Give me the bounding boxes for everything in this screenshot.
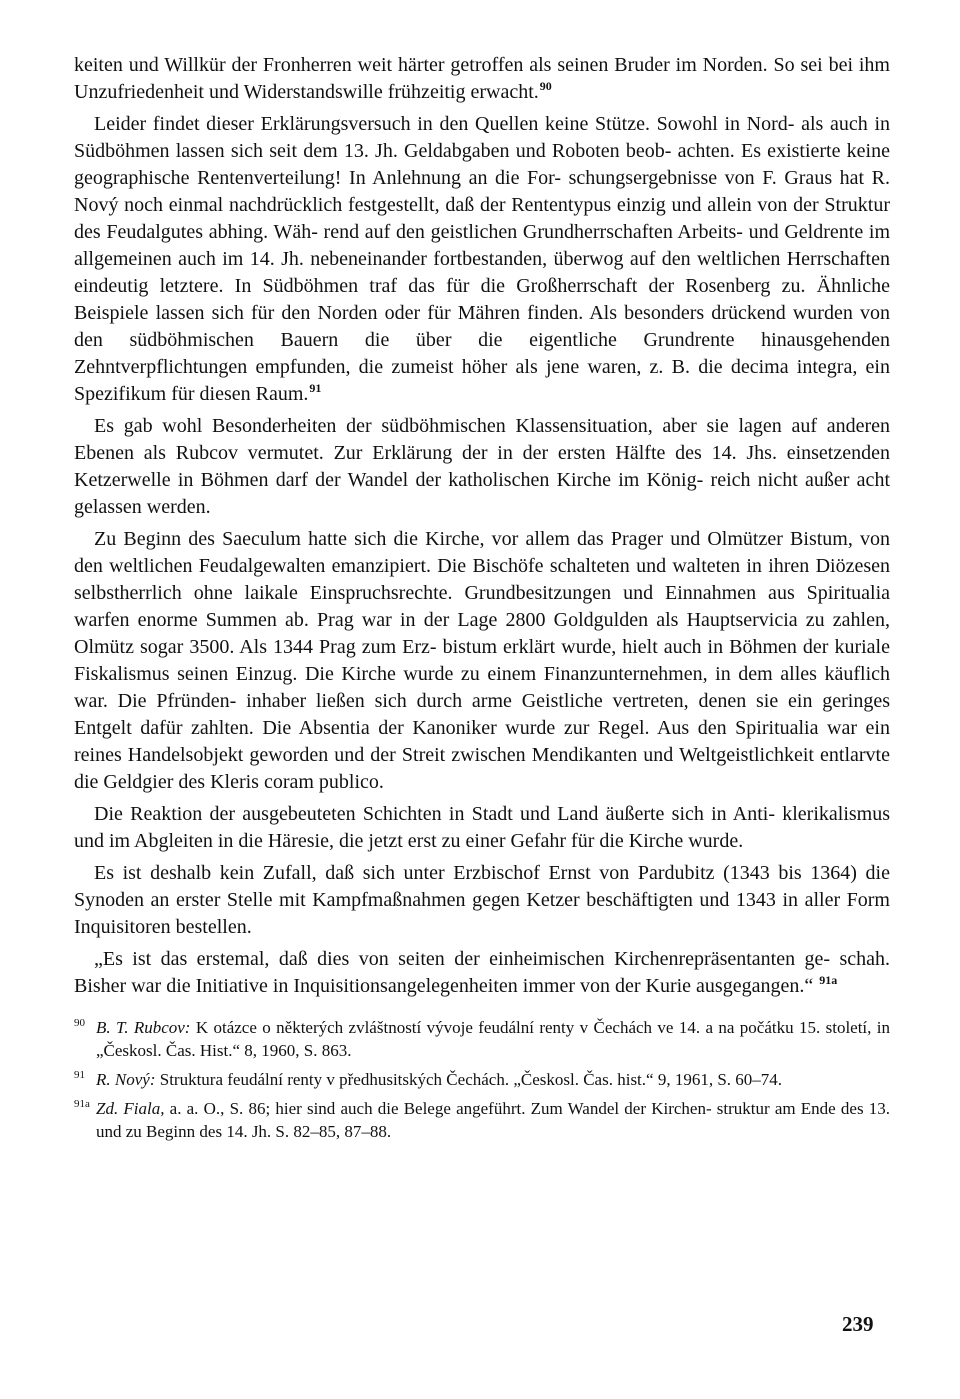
footnote-reference[interactable]: 90 xyxy=(539,79,552,94)
footnote-text: Struktura feudální renty v předhusitských Čechách. „Českosl. Čas. hist.“ 9, 1961, S. 60–74. xyxy=(159,1070,783,1089)
paragraph-7-quote xyxy=(74,946,890,1000)
footnote-reference[interactable]: 91a xyxy=(819,973,838,988)
paragraph-5 xyxy=(74,801,890,855)
footnote-reference[interactable]: 91 xyxy=(309,381,322,396)
page-body xyxy=(74,52,890,1149)
paragraph-3 xyxy=(74,413,890,521)
paragraph-4 xyxy=(74,526,890,796)
paragraph-6 xyxy=(74,860,890,941)
page-number: 239 xyxy=(842,1312,874,1336)
paragraph-text: Die Reaktion der ausgebeuteten Schichten in Stadt und Land äußerte sich in Anti- klerikalismus und im Abgleiten in die Häresie, die jetzt erst zu einer Gefahr für die Kirche wurde. xyxy=(74,803,890,852)
paragraph-text: Es ist deshalb kein Zufall, daß sich unter Erzbischof Ernst von Pardubitz (1343 bis 1364) die Synoden an erster Stelle mit Kampfmaßnahmen gegen Ketzer beschäftigten und 1343 in aller Form Inquisitoren bestellen. xyxy=(74,862,890,938)
paragraph-text: Zu Beginn des Saeculum hatte sich die Kirche, vor allem das Prager und Olmützer Bistum, von den weltlichen Feudalgewalten emanzipiert. Die Bischöfe schalteten und walteten in ihren Diözesen selbstherrlich ohne laikale Einspruchsrechte. Grundbesitzungen und Einnahmen aus Spiritualia warfen enorme Summen ab. Prag war in der Lage 2800 Goldgulden als Hauptservicia zu zahlen, Olmütz sogar 3500. Als 1344 Prag zum Erz- bistum erklärt wurde, hielt auch in Böhmen der kuriale Fiskalismus seinen Einzug. Die Kirche wurde zu einem Finanzunternehmen, in dem alles käuflich war. Die Pfründen- inhaber ließen sich durch arme Geistliche vertreten, denen sie ein geringes Entgelt dafür zahlten. Die Absentia der Kanoniker wurde zur Regel. Aus den Spiritualia war ein reines Handelsobjekt geworden und der Streit zwischen Mendikanten und Weltgeistlichkeit entlarvte die Geldgier des Kleris coram publico. xyxy=(74,528,890,793)
footnote-91: 91 R. Nový: Struktura feudální renty v předhusitských Čechách. „Českosl. Čas. hist.“ 9, 1961, S. 60–74. xyxy=(74,1069,783,1089)
footnotes xyxy=(74,1016,890,1143)
paragraph-1 xyxy=(74,52,890,106)
footnote-text: a. a. O., S. 86; hier sind auch die Belege angeführt. Zum Wandel der Kirchen- struktur am Ende des 13. und zu Beginn des 14. Jh. S. 82–85, 87–88. xyxy=(96,1099,890,1141)
paragraph-2 xyxy=(74,111,890,408)
paragraph-text: Es gab wohl Besonderheiten der südböhmischen Klassensituation, aber sie lagen auf anderen Ebenen als Rubcov vermutet. Zur Erklärung der in der ersten Hälfte des 14. Jhs. einsetzenden Ketzerwelle in Böhmen darf der Wandel der katholischen Kirche im König- reich nicht außer acht gelassen werden. xyxy=(74,415,890,518)
paragraph-text: Leider findet dieser Erklärungsversuch in den Quellen keine Stütze. Sowohl in Nord- als auch in Südböhmen lassen sich seit dem 13. Jh. Geldabgaben und Roboten beob- achten. Es existierte keine geographische Rentenverteilung! In Anlehnung an die For- schungsergebnisse von F. Graus hat R. Nový noch einmal nachdrücklich festgestellt, daß der Rententypus einzig und allein von der Struktur des Feudalgutes abhing. Wäh- rend auf den geistlichen Grundherrschaften Arbeits- und Geldrente im allgemeinen auch im 14. Jh. nebeneinander fortbestanden, überwog auf den weltlichen Herrschaften eindeutig letztere. In Südböhmen traf das für die Großherrschaft der Rosenberg zu. Ähnliche Beispiele lassen sich für den Norden oder für Mähren finden. Als besonders drückend wurden von den südböhmischen Bauern die über die eigentliche Grundrente hinausgehenden Zehntverpflichtungen empfunden, die zumeist höher als jene waren, z. B. die decima integra, ein Spezifikum für diesen Raum. xyxy=(74,113,890,405)
paragraph-text: „Es ist das erstemal, daß dies von seiten der einheimischen Kirchenrepräsentanten ge- schah. Bisher war die Initiative in Inquisitionsangelegenheiten immer von der Kurie ausgegangen.“ xyxy=(74,948,890,997)
footnote-author: Zd. Fiala, xyxy=(96,1099,165,1118)
footnote-author: R. Nový: xyxy=(96,1070,156,1089)
footnote-text: K otázce o některých zvláštností vývoje feudální renty v Čechách ve 14. a na počátku 15. století, in „Českosl. Čas. Hist.“ 8, 1960, S. 863. xyxy=(96,1018,891,1060)
footnote-author: B. T. Rubcov: xyxy=(96,1018,191,1037)
footnote-91a: 91a Zd. Fiala, a. a. O., S. 86; hier sind auch die Belege angeführt. Zum Wandel der Kirchen- struktur am Ende des 13. und zu Beginn des 14. Jh. S. 82–85, 87–88. xyxy=(74,1098,890,1141)
paragraph-text: keiten und Willkür der Fronherren weit härter getroffen als seinen Bruder im Norden. So sei bei ihm Unzufriedenheit und Widerstandswille frühzeitig erwacht. xyxy=(74,54,890,103)
footnote-90: 90 B. T. Rubcov: K otázce o některých zvláštností vývoje feudální renty v Čechách ve 14. a na počátku 15. století, in „Českosl. Čas. Hist.“ 8, 1960, S. 863. xyxy=(74,1017,891,1060)
